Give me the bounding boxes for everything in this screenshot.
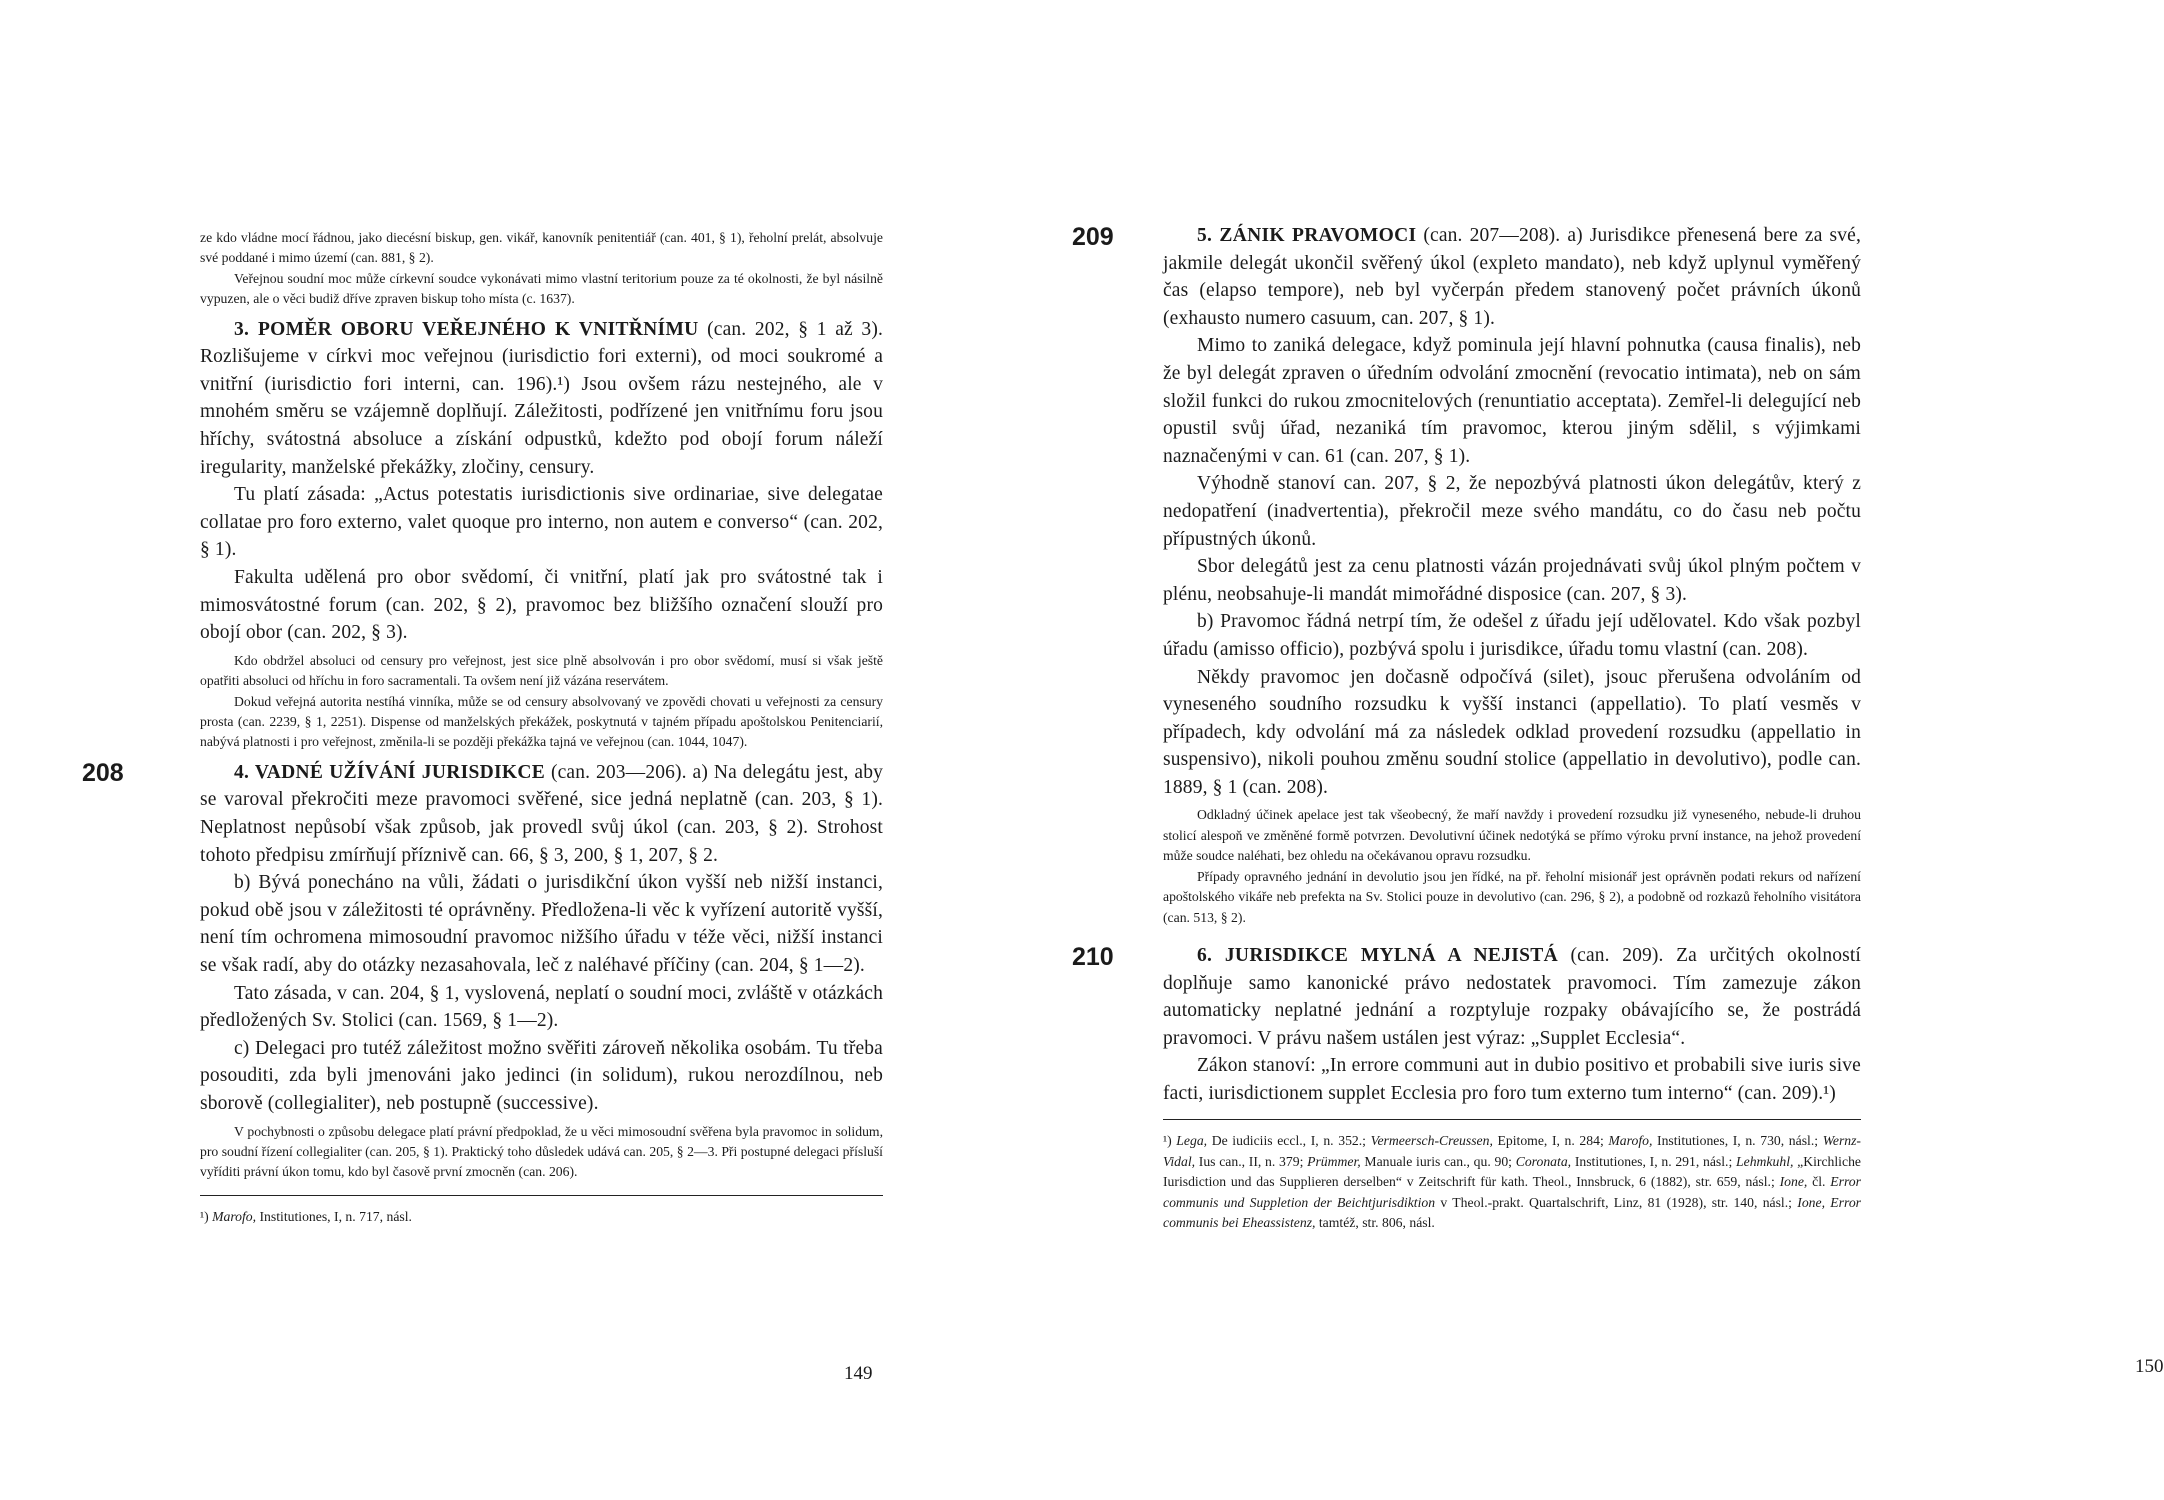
section-3-paragraph <box>200 316 883 482</box>
footnote-text: Institutiones, I, n. 291, násl.; <box>1571 1153 1737 1169</box>
footnote <box>200 1207 883 1227</box>
footnote <box>1163 1131 1861 1233</box>
footnote-author: Wernz-Vidal, <box>1163 1133 1861 1169</box>
section-5-para-6: Někdy pravomoc jen dočasně odpočívá (silet), jsouc přerušena odvoláním od vyneseného soudního rozsudku k vyšší instanci (appellatio). To platí vesměs v případech, kdy odvolání má za následek odklad provedení rozsudku (appellatio in suspensivo), nikoli pouhou změnu soudní stolice (appellatio in devolutivo), podle can. 1889, § 1 (can. 208). <box>1163 666 1861 798</box>
footnote-text: Institutiones, I, n. 730, násl.; <box>1652 1133 1823 1149</box>
section-5 <box>1072 222 1861 928</box>
section-3-note-2: Dokud veřejná autorita nestíhá vinníka, může se od censury absolvovaný ve zpovědi chovati u veřejnosti za censury prosta (can. 2239, § 1, 2251). Dispense od manželských překážek, poskytnutá v tajném případu apoštolskou Penitenciarií, nabývá platnosti i pro veřejnost, změnila-li se později překážka tajná ve veřejnou (can. 1044, 1047). <box>200 693 883 750</box>
page-number: 150 <box>2135 1356 2164 1377</box>
section-5-paragraph <box>1163 222 1861 332</box>
footnote-author: Ione, <box>1779 1174 1808 1190</box>
section-5-para-3: Výhodně stanoví can. 207, § 2, že nepozbývá platnosti úkon delegátův, který z nedopatření (inadvertentia), překročil meze svého mandátu, co do času neb počtu přípustných úkonů. <box>1163 473 1861 550</box>
footnote-text: Ius can., II, n. 379; <box>1195 1153 1308 1169</box>
section-5-para-5: b) Pravomoc řádná netrpí tím, že odešel z úřadu její udělovatel. Kdo však pozbyl úřadu (amisso officio), pozbývá spolu i jurisdikce, úřadu tomu vlastní (can. 208). <box>1163 611 1861 660</box>
section-3-heading: 3. POMĚR OBORU VEŘEJNÉHO K VNITŘNÍMU <box>234 318 699 340</box>
section-5-para-2: Mimo to zaniká delegace, když pominula její hlavní pohnutka (causa finalis), neb že byl delegát zpraven o úředním odvolání zmocnění (revocatio intimata), neb on sám složil funkci do rukou zmocnitelových (renuntiatio acceptata). Zemřel-li delegující neb opustil svůj úřad, nezaniká tím pravomoc, kterou jiným sdělil, s výjimkami naznačenými v can. 61 (can. 207, § 1). <box>1163 335 1861 467</box>
right-page <box>980 0 2164 1500</box>
footnote-text: „Kirchliche Iurisdiction und das Supplieren derselben“ v Zeitschrift für kath. Theol., Innsbruck, 6 (1882), str. 659, násl.; <box>1163 1153 1861 1190</box>
section-4-para-b: b) Bývá ponecháno na vůli, žádati o jurisdikční úkon vyšší neb nižší instanci, pokud obě jsou v záležitosti té oprávněny. Předložena-li věc k vyřízení autoritě vyšší, není tím ochromena mimosoudní pravomoc nižšího úřadu v téže věci, nižší instanci se však radí, aby do otázky nezasahovala, leč z naléhavé příčiny (can. 204, § 1—2). <box>200 872 883 976</box>
section-3 <box>200 316 883 753</box>
footnote-author: Ione, Error communis bei Eheassistenz, <box>1163 1194 1861 1231</box>
section-4-para-tato: Tato zásada, v can. 204, § 1, vyslovená, neplatí o soudní moci, zvláště v otázkách předložených Sv. Stolici (can. 1569, § 1—2). <box>200 982 883 1032</box>
margin-number-209: 209 <box>1072 223 1114 251</box>
section-3-principle: Tu platí zásada: „Actus potestatis iurisdictionis sive ordinariae, sive delegatae collatae pro foro externo, valet quoque pro interno, non autem e converso“ (can. 202, § 1). <box>200 484 883 561</box>
section-4 <box>82 758 883 1183</box>
section-5-text: (can. 207—208). a) Jurisdikce přenesená bere za své, jakmile delegát ukončil svěřený úkol (expleto mandato), neb když uplynul vyměřený čas (elapso tempore), neb byl vyčerpán předem stanovený počet právních úkonů (exhausto numero casuum, can. 207, § 1). <box>1163 225 1861 329</box>
intro-note: Veřejnou soudní moc může církevní soudce vykonávati mimo vlastní teritorium pouze za té okolnosti, že byl násilně vypuzen, ale o věci budiž dříve zpraven biskup toho místa (c. 1637). <box>200 270 883 307</box>
margin-number-208: 208 <box>82 758 124 787</box>
footnote-text: De iudiciis eccl., I, n. 352.; <box>1207 1133 1371 1149</box>
footnote-text: Manuale iuris can., qu. 90; <box>1360 1153 1516 1169</box>
section-6-text: (can. 209). Za určitých okolností doplňuje samo kanonické právo nedostatek pravomoci. Tím zamezuje zákon automaticky neplatné jednání a rozptyluje rozpaky obávajícího se, že postrádá pravomoci. V právu našem ustálen jest výraz: „Supplet Ecclesia“. <box>1163 944 1861 1049</box>
section-3-faculty: Fakulta udělená pro obor svědomí, či vnitřní, platí jak pro svátostné tak i mimosvátostné forum (can. 202, § 2), pravomoc bez bližšího označení slouží pro obojí obor (can. 202, § 3). <box>200 566 883 644</box>
footnote-rule <box>200 1195 883 1196</box>
footnote-text: tamtéž, str. 806, násl. <box>1315 1215 1435 1231</box>
section-6-heading: 6. JURISDIKCE MYLNÁ A NEJISTÁ <box>1197 944 1558 966</box>
section-6-paragraph <box>1163 942 1861 1052</box>
footnote-text: v Theol.-prakt. Quartalschrift, Linz, 81 (1928), str. 140, násl.; <box>1435 1194 1798 1210</box>
section-4-note: V pochybnosti o způsobu delegace platí právní předpoklad, že u věci mimosoudní svěřena byla pravomoc in solidum, pro soudní řízení collegialiter (can. 205, § 1). Praktický toho důsledek udává can. 205, § 2—3. Při postupné delegaci přísluší vyříditi právní úkon tomu, kdo byl časově první zmocněn (can. 206). <box>200 1123 883 1180</box>
footnote-author: Prümmer, <box>1307 1153 1361 1169</box>
section-6-para-2: Zákon stanoví: „In errore communi aut in dubio positivo et probabili sive iuris sive facti, iurisdictionem supplet Ecclesia pro foro tum externo tum interno“ (can. 209).¹) <box>1163 1055 1861 1104</box>
footnote-rule <box>1163 1119 1861 1120</box>
section-4-heading: 4. VADNÉ UŽÍVÁNÍ JURISDIKCE <box>234 761 546 783</box>
section-6 <box>1072 942 1861 1108</box>
right-text-column <box>1072 222 1861 1234</box>
footnote-text: Institutiones, I, n. 717, násl. <box>256 1208 412 1224</box>
footnote-mark: ¹) <box>200 1208 209 1224</box>
footnote-author: Marofo, <box>1608 1133 1653 1149</box>
left-page <box>0 0 980 1500</box>
section-3-text: (can. 202, § 1 až 3). Rozlišujeme v církvi moc veřejnou (iurisdictio fori externi), od moci soukromé a vnitřní (iurisdictio fori interni, can. 196).¹) Jsou ovšem rázu nestejného, ale v mnohém směru se vzájemně doplňují. Záležitosti, podřízené jen vnitřnímu foru jsou hříchy, svátostná absoluce a získání odpustků, kdežto pod obojí forum náleží iregularity, manželské překážky, zločiny, censury. <box>200 318 883 478</box>
margin-number-210: 210 <box>1072 942 1114 971</box>
footnote-text: Epitome, I, n. 284; <box>1492 1133 1609 1149</box>
section-5-para-4: Sbor delegátů jest za cenu platnosti vázán projednávati svůj úkol plným počtem v plénu, neobsahuje-li mandát mimořádné disposice (can. 207, § 3). <box>1163 556 1861 605</box>
footnote-text: čl. <box>1807 1174 1831 1190</box>
footnote-title: Error communis und Suppletion der Beichtjurisdiktion <box>1163 1174 1861 1210</box>
page-number: 149 <box>844 1363 873 1384</box>
footnote-mark: ¹) <box>1163 1133 1172 1149</box>
section-5-heading: 5. ZÁNIK PRAVOMOCI <box>1197 225 1417 246</box>
left-text-column <box>82 228 883 1227</box>
section-4-paragraph <box>200 759 883 869</box>
footnote-author: Marofo, <box>212 1208 257 1224</box>
footnote-author: Lega, <box>1176 1133 1208 1149</box>
intro-paragraph: ze kdo vládne mocí řádnou, jako diecésní biskup, gen. vikář, kanovník penitentiář (can. 401, § 1), řeholní prelát, absolvuje své poddané i mimo území (can. 881, § 2). <box>200 230 883 266</box>
section-4-para-c: c) Delegaci pro tutéž záležitost možno svěřiti zároveň několika osobám. Tu třeba posouditi, zda byli jmenováni jako jedinci (in solidum), rukou nerozdílnou, neb sborově (collegialiter), neb postupně (successive). <box>200 1037 883 1114</box>
section-4-text: (can. 203—206). a) Na delegátu jest, aby se varoval překročiti meze pravomoci svěřené, sice jedná neplatně (can. 203, § 1). Neplatnost nepůsobí však způsob, jak provedl svůj úkol (can. 203, § 2). Strohost tohoto předpisu zmírňují příznivě can. 66, § 3, 200, § 1, 207, § 2. <box>200 761 883 866</box>
section-5-note-1: Odkladný účinek apelace jest tak všeobecný, že maří navždy i provedení rozsudku již vyneseného, nebude-li druhou stolicí alespoň ve změněné formě potvrzen. Devolutivní účinek nedotýká se přímo výroku první instance, na jehož provedení může soudce naléhati, bez ohledu na očekávanou opravu rozsudku. <box>1163 807 1861 864</box>
footnote-author: Lehmkuhl, <box>1736 1153 1794 1169</box>
footnote-author: Vermeersch-Creussen, <box>1370 1133 1493 1149</box>
footnote-author: Coronata, <box>1515 1153 1572 1169</box>
section-3-note-1: Kdo obdržel absoluci od censury pro veřejnost, jest sice plně absolvován i pro obor svědomí, musí si však ještě opatřiti absoluci od hříchu in foro sacramentali. Ta ovšem není již vázána reservátem. <box>200 652 883 689</box>
section-5-note-2: Případy opravného jednání in devolutio jsou jen řídké, na př. řeholní misionář jest oprávněn podati rekurs od nařízení apoštolského vikáře neb prefekta na Sv. Stolici pouze in devolutivo (can. 296, § 2), a podobně od rozkazů řeholního visitátora (can. 513, § 2). <box>1163 868 1861 925</box>
